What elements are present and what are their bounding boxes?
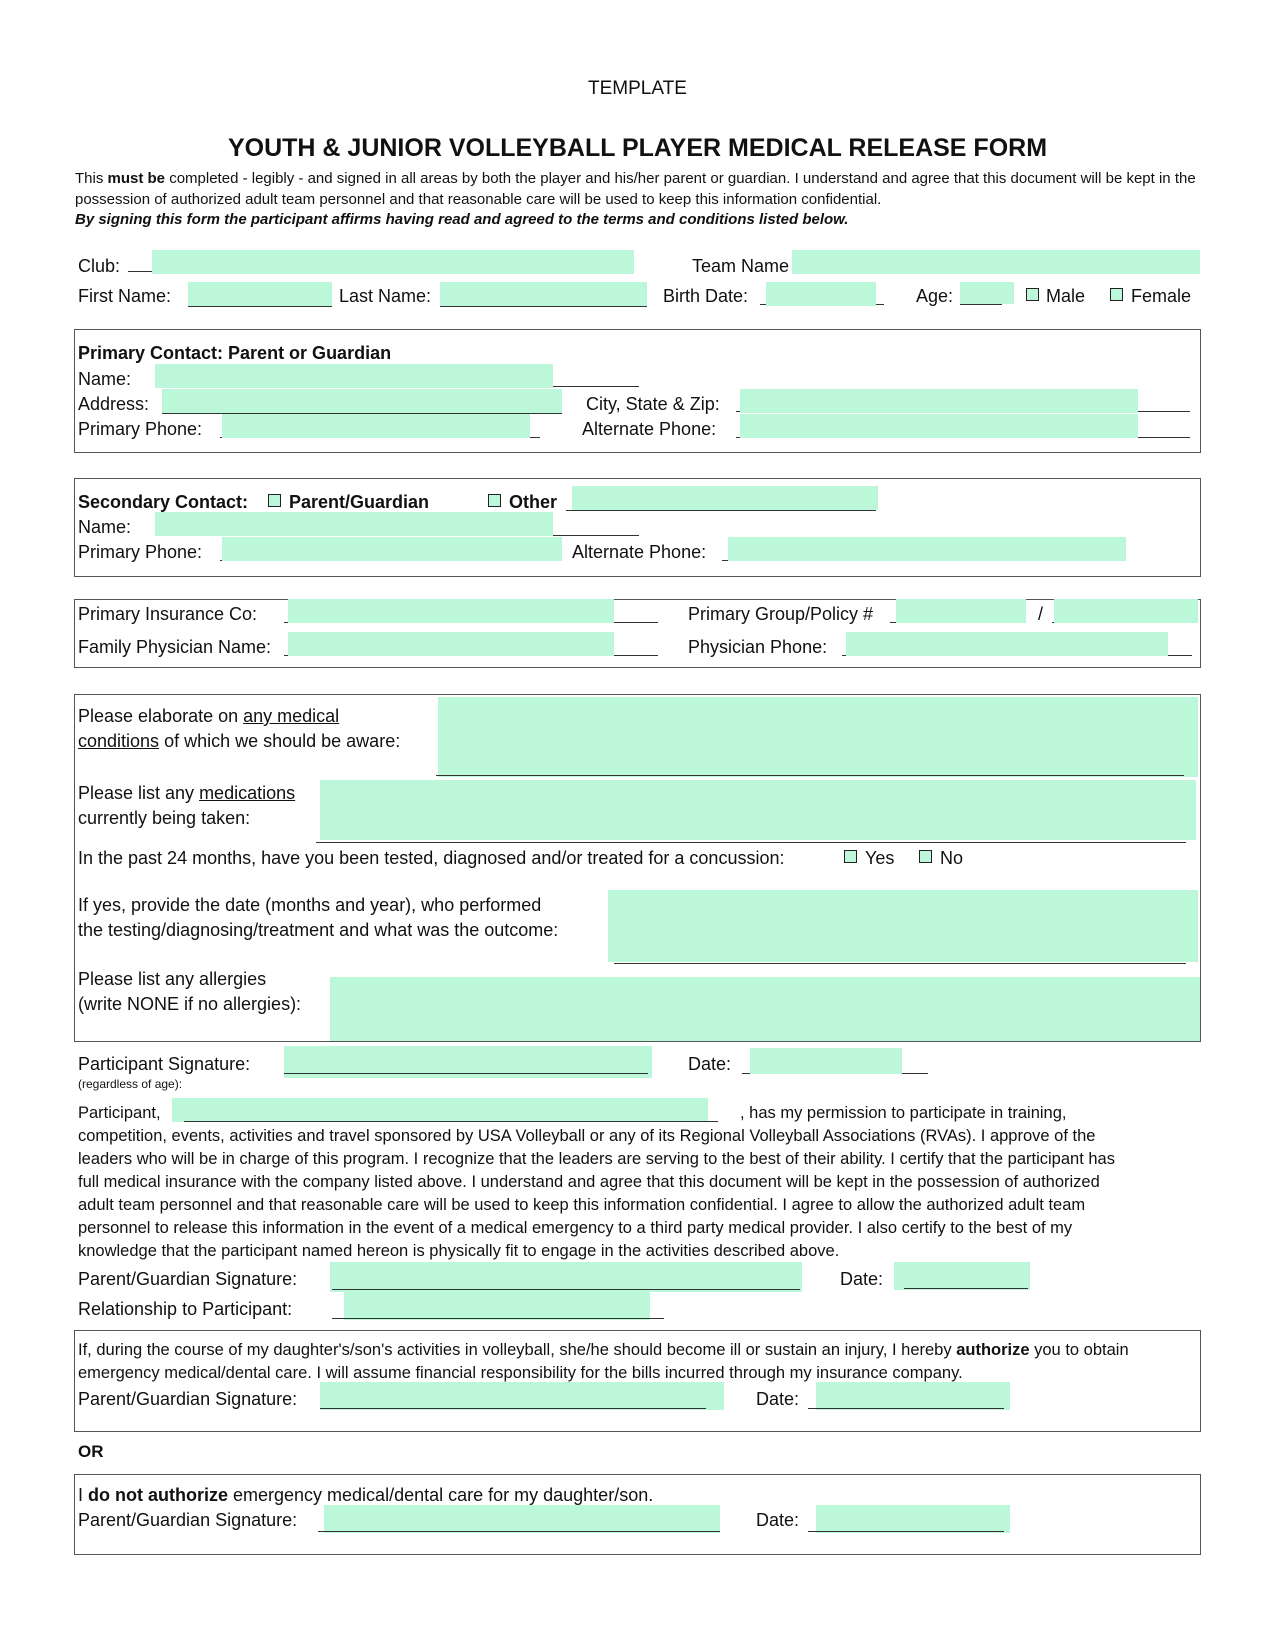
primary-city-field[interactable] bbox=[740, 389, 1138, 413]
insurance-co-label: Primary Insurance Co: bbox=[78, 604, 258, 624]
female-checkbox[interactable] bbox=[1110, 288, 1123, 301]
relationship-label: Relationship to Participant: bbox=[78, 1299, 293, 1319]
allergy-line-1: Please list any allergies bbox=[78, 969, 267, 989]
not-authorize-date-underline bbox=[808, 1531, 1004, 1532]
secondary-phone-field[interactable] bbox=[222, 537, 562, 561]
authorize-date-underline bbox=[808, 1408, 1004, 1409]
secondary-phone-label: Primary Phone: bbox=[78, 542, 203, 562]
concussion-no-label: No bbox=[940, 848, 964, 868]
team-name-label: Team Name bbox=[692, 256, 790, 276]
participant-date-label: Date: bbox=[688, 1054, 732, 1074]
guardian-date-field[interactable] bbox=[894, 1262, 1030, 1290]
primary-name-label: Name: bbox=[78, 369, 132, 389]
cond-text-2: of which we should be aware: bbox=[159, 731, 401, 751]
secondary-other-checkbox[interactable] bbox=[488, 494, 501, 507]
concussion-yes-label: Yes bbox=[865, 848, 895, 868]
not-authorize-signature-label: Parent/Guardian Signature: bbox=[78, 1510, 298, 1530]
not-authorize-date-label: Date: bbox=[756, 1510, 800, 1530]
physician-name-field[interactable] bbox=[288, 632, 614, 656]
allergies-field[interactable] bbox=[330, 977, 1200, 1041]
guardian-signature-underline bbox=[332, 1289, 800, 1290]
cond-underlined-2: conditions bbox=[78, 731, 160, 751]
authorize-pre: If, during the course of my daughter's/son's activities in volleyball, she/he should become ill or sustain an injury, I hereby bbox=[78, 1341, 957, 1359]
secondary-parent-checkbox[interactable] bbox=[268, 494, 281, 507]
guardian-signature-field[interactable] bbox=[330, 1262, 802, 1292]
authorize-date-label: Date: bbox=[756, 1389, 800, 1409]
permission-line: full medical insurance with the company listed above. I understand and agree that this document will be kept in the possession of authorized bbox=[78, 1173, 1100, 1191]
birth-date-field[interactable] bbox=[766, 282, 876, 306]
physician-phone-field[interactable] bbox=[846, 632, 1168, 656]
secondary-contact-heading: Secondary Contact: bbox=[78, 492, 249, 512]
concussion-yes-checkbox[interactable] bbox=[844, 850, 857, 863]
or-label: OR bbox=[78, 1442, 104, 1461]
authorize-text bbox=[78, 1339, 1129, 1385]
guardian-signature-label: Parent/Guardian Signature: bbox=[78, 1269, 298, 1289]
last-name-field[interactable] bbox=[440, 282, 647, 307]
secondary-other-field[interactable] bbox=[572, 486, 878, 510]
authorize-line2: emergency medical/dental care. I will assume financial responsibility for the bills incurred through my insurance company. bbox=[78, 1364, 963, 1382]
conditions-question bbox=[78, 704, 400, 754]
concussion-question: In the past 24 months, have you been tested, diagnosed and/or treated for a concussion: bbox=[78, 848, 785, 868]
club-label: Club: bbox=[78, 256, 121, 276]
authorize-signature-label: Parent/Guardian Signature: bbox=[78, 1389, 298, 1409]
allergy-line-2: (write NONE if no allergies): bbox=[78, 994, 302, 1014]
medical-conditions-underline bbox=[436, 775, 1184, 776]
secondary-other-label: Other bbox=[509, 492, 558, 512]
cond-text-1: Please elaborate on bbox=[78, 706, 244, 726]
permission-line: competition, events, activities and travel sponsored by USA Volleyball or any of its Regional Volleyball Associations (RVAs). I approve of the bbox=[78, 1127, 1096, 1145]
not-authorize-date-field[interactable] bbox=[816, 1505, 1010, 1533]
primary-name-field[interactable] bbox=[155, 364, 553, 388]
authorize-signature-field[interactable] bbox=[320, 1382, 724, 1410]
intro-pre: This bbox=[75, 170, 108, 187]
medications-underline bbox=[316, 842, 1186, 843]
med-text-1: Please list any bbox=[78, 783, 200, 803]
cond-underlined-1: any medical bbox=[243, 706, 340, 726]
primary-phone-label: Primary Phone: bbox=[78, 419, 203, 439]
medications-field[interactable] bbox=[320, 780, 1196, 840]
physician-name-label: Family Physician Name: bbox=[78, 637, 272, 657]
female-label: Female bbox=[1131, 286, 1192, 306]
med-underlined: medications bbox=[199, 783, 296, 803]
ifyes-question bbox=[78, 893, 558, 943]
primary-phone-field[interactable] bbox=[222, 414, 530, 438]
concussion-no-checkbox[interactable] bbox=[919, 850, 932, 863]
not-authorize-bold: do not authorize bbox=[88, 1485, 228, 1505]
participant-signature-label: Participant Signature: bbox=[78, 1054, 251, 1074]
intro-must: must be bbox=[107, 170, 166, 187]
permission-tail: , has my permission to participate in training, bbox=[740, 1104, 1067, 1122]
intro-affirm: By signing this form the participant affirms having read and agreed to the terms and conditions listed below. bbox=[75, 211, 849, 228]
participant-name-field[interactable] bbox=[172, 1098, 708, 1122]
primary-contact-heading: Primary Contact: Parent or Guardian bbox=[78, 343, 392, 363]
primary-address-field[interactable] bbox=[162, 389, 562, 414]
primary-city-label: City, State & Zip: bbox=[586, 394, 720, 414]
permission-line: knowledge that the participant named hereon is physically fit to engage in the activities described above. bbox=[78, 1242, 840, 1260]
age-underline bbox=[960, 304, 1002, 305]
secondary-alt-phone-label: Alternate Phone: bbox=[572, 542, 707, 562]
med-text-2: currently being taken: bbox=[78, 808, 251, 828]
authorize-bold: authorize bbox=[956, 1341, 1030, 1359]
secondary-alt-phone-field[interactable] bbox=[728, 537, 1126, 561]
age-field[interactable] bbox=[960, 282, 1014, 304]
intro-text bbox=[75, 168, 1200, 210]
medical-conditions-field[interactable] bbox=[438, 697, 1198, 777]
intro-post: completed - legibly - and signed in all areas by both the player and his/her parent or guardian. I understand and agree that this document will be kept in the possession of authorized adult team personnel and that reasonable care will be used to keep this information confidential. bbox=[75, 170, 1196, 208]
team-name-field[interactable] bbox=[792, 250, 1200, 274]
guardian-date-label: Date: bbox=[840, 1269, 884, 1289]
policy-slash: / bbox=[1038, 604, 1044, 624]
not-authorize-signature-underline bbox=[318, 1531, 720, 1532]
first-name-field[interactable] bbox=[188, 282, 332, 307]
secondary-other-underline bbox=[566, 510, 876, 511]
male-label: Male bbox=[1046, 286, 1086, 306]
insurance-co-field[interactable] bbox=[288, 599, 614, 623]
form-title: YOUTH & JUNIOR VOLLEYBALL PLAYER MEDICAL RELEASE FORM bbox=[227, 134, 1048, 162]
ifyes-line-1: If yes, provide the date (months and year), who performed bbox=[78, 895, 542, 915]
not-authorize-pre: I bbox=[78, 1485, 89, 1505]
participant-date-field[interactable] bbox=[750, 1048, 902, 1074]
male-checkbox[interactable] bbox=[1026, 288, 1039, 301]
authorize-signature-underline bbox=[320, 1408, 706, 1409]
birth-date-label: Birth Date: bbox=[663, 286, 749, 306]
guardian-date-underline bbox=[904, 1288, 1028, 1289]
secondary-parent-label: Parent/Guardian bbox=[289, 492, 430, 512]
template-label: TEMPLATE bbox=[588, 78, 687, 99]
ifyes-line-2: the testing/diagnosing/treatment and what was the outcome: bbox=[78, 920, 559, 940]
permission-line: adult team personnel and that reasonable care will be used to keep this information confidential. I agree to allow the authorized adult team bbox=[78, 1196, 1086, 1214]
concussion-details-underline bbox=[614, 963, 1186, 964]
concussion-details-field[interactable] bbox=[608, 890, 1198, 962]
first-name-label: First Name: bbox=[78, 286, 172, 306]
relationship-underline bbox=[332, 1318, 664, 1319]
last-name-label: Last Name: bbox=[339, 286, 432, 306]
not-authorize-text bbox=[78, 1484, 653, 1506]
policy-group-field[interactable] bbox=[896, 599, 1026, 623]
primary-alt-phone-field[interactable] bbox=[740, 414, 1138, 438]
secondary-name-label: Name: bbox=[78, 517, 132, 537]
not-authorize-signature-field[interactable] bbox=[324, 1505, 720, 1533]
primary-address-label: Address: bbox=[78, 394, 150, 414]
permission-line: leaders who will be in charge of this program. I recognize that the leaders are serving to the best of their ability. I certify that the participant has bbox=[78, 1150, 1115, 1168]
primary-alt-phone-label: Alternate Phone: bbox=[582, 419, 717, 439]
permission-body bbox=[78, 1125, 1115, 1263]
physician-phone-label: Physician Phone: bbox=[688, 637, 828, 657]
authorize-date-field[interactable] bbox=[816, 1382, 1010, 1410]
relationship-field[interactable] bbox=[344, 1292, 650, 1320]
participant-name-underline bbox=[184, 1121, 718, 1122]
permission-lead: Participant, bbox=[78, 1104, 161, 1122]
not-authorize-post: emergency medical/dental care for my daughter/son. bbox=[228, 1485, 654, 1505]
club-field[interactable] bbox=[152, 250, 634, 274]
authorize-post: you to obtain bbox=[1029, 1341, 1129, 1359]
participant-signature-note: (regardless of age): bbox=[78, 1077, 183, 1091]
policy-label: Primary Group/Policy # bbox=[688, 604, 874, 624]
policy-number-field[interactable] bbox=[1054, 599, 1198, 623]
age-label: Age: bbox=[916, 286, 954, 306]
medications-question bbox=[78, 781, 295, 831]
secondary-name-field[interactable] bbox=[155, 512, 553, 536]
permission-line: personnel to release this information in the event of a medical emergency to a third party medical provider. I also certify to the best of my bbox=[78, 1219, 1073, 1237]
allergies-question bbox=[78, 967, 301, 1017]
participant-signature-underline bbox=[284, 1073, 648, 1074]
